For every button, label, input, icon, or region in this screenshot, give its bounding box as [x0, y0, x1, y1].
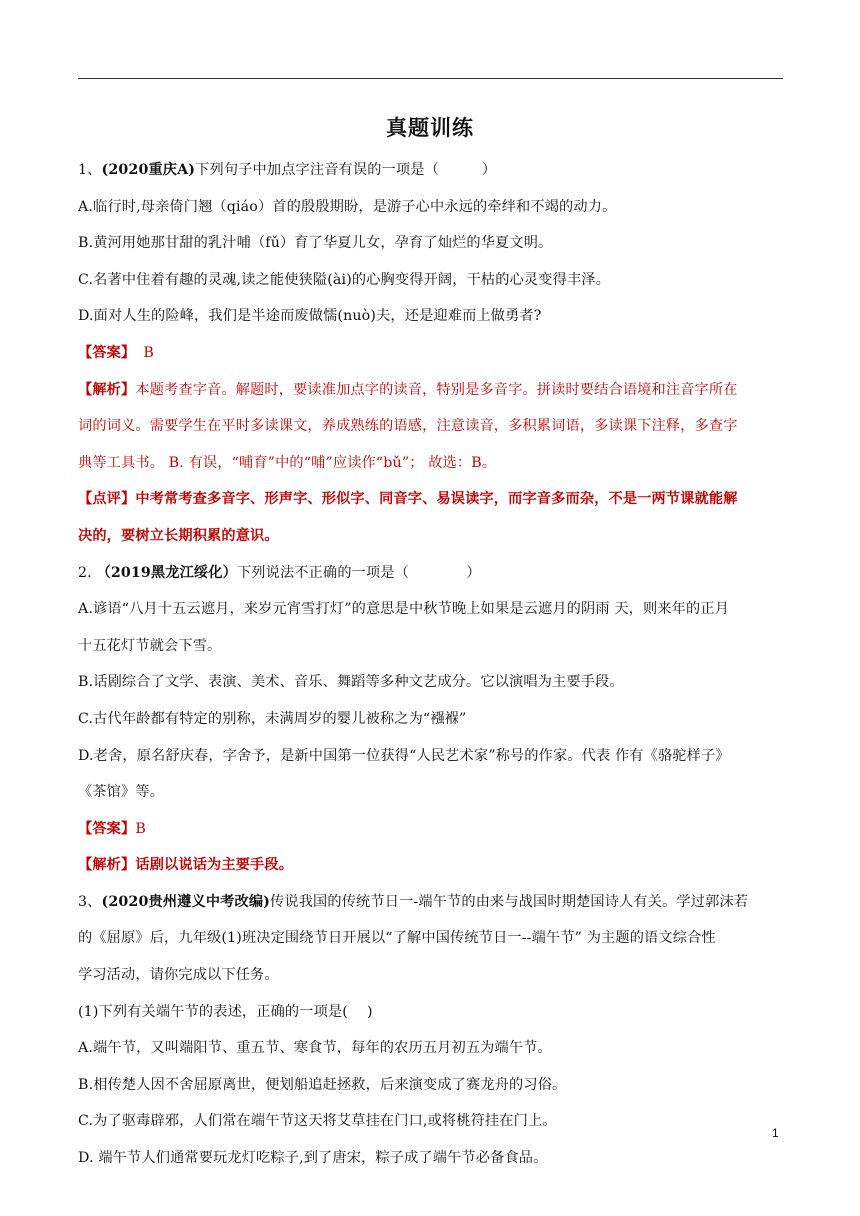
question-source: (2020贵州遵义中考改编)	[101, 893, 271, 910]
answer-label: 【答案】	[78, 820, 136, 837]
option-a: A.谚语“八月十五云遮月，来岁元宵雪打灯”的意思是中秋节晚上如果是云遮月的阴雨 天，则来年的正月	[78, 601, 730, 618]
option-d: D. 端午节人们通常要玩龙灯吃粽子,到了唐宋，粽子成了端午节必备食品。	[78, 1150, 548, 1167]
answer-line	[78, 811, 783, 848]
question-text: 下列句子中加点字注音有误的一项是（ ）	[195, 162, 497, 178]
answer-label: 【答案】	[78, 344, 136, 361]
question-text: 下列说法不正确的一项是（ ）	[236, 564, 481, 581]
question-number: 2.	[78, 564, 97, 581]
page-title: 真题训练	[386, 116, 474, 140]
option-a: A.临行时,母亲倚门翘（qiáo）首的殷殷期盼，是游子心中永远的牵绊和不竭的动力。	[78, 198, 617, 215]
option-c: C.古代年龄都有特定的别称，未满周岁的婴儿被称之为“襁褓”	[78, 710, 467, 727]
question-text: 传说我国的传统节日一-端午节的由来与战国时期楚国诗人有关。学过郭沫若	[270, 893, 749, 910]
analysis-label: 【解析】	[78, 381, 136, 398]
question-1-stem	[78, 152, 783, 189]
analysis-line	[78, 372, 783, 409]
answer-line	[78, 335, 783, 372]
option-c: C.名著中住着有趣的灵魂,读之能使狭隘(ài)的心胸变得开阔，干枯的心灵变得丰泽。	[78, 271, 610, 288]
analysis-text: 本题考查字音。解题时，要读准加点字的读音，特别是多音字。拼读时要结合语境和注音字所在	[135, 381, 738, 398]
analysis-line	[78, 847, 783, 884]
analysis-text-cont: 典等工具书。 B. 有误，“哺育”中的“哺”应读作“bǔ”； 故选：B。	[78, 454, 497, 471]
question-text-cont: 的《屈原》后，九年级(1)班决定围绕节日开展以“了解中国传统节日一--端午节” 为主题的语文综合性	[78, 930, 716, 947]
option-d: D.面对人生的险峰，我们是半途而废做懦(nuò)夫，还是迎难而上做勇者?	[78, 308, 542, 325]
option-d-cont: 《茶馆》等。	[78, 784, 165, 801]
analysis-label: 【解析】	[78, 857, 136, 874]
option-c: C.为了驱毒辟邪，人们常在端午节这天将艾草挂在门口,或将桃符挂在门上。	[78, 1113, 557, 1130]
option-a-cont: 十五花灯节就会下雪。	[78, 637, 222, 654]
option-b: B.话剧综合了文学、表演、美术、音乐、舞蹈等多种文艺成分。它以演唱为主要手段。	[78, 674, 624, 691]
document-body	[78, 152, 783, 1177]
analysis-text-cont: 词的词义。需要学生在平时多读课文，养成熟练的语感，注意读音，多积累词语，多读课下注释，多查字	[78, 418, 738, 435]
question-3-stem	[78, 884, 783, 921]
question-2-stem	[78, 555, 783, 592]
option-b: B.黄河用她那甘甜的乳汁哺（fǔ）育了华夏儿女，孕育了灿烂的华夏文明。	[78, 235, 553, 252]
page-number: 1	[772, 1126, 779, 1140]
option-a: A.端午节，又叫端阳节、重五节、寒食节，每年的农历五月初五为端午节。	[78, 1040, 552, 1057]
comment-text-cont: 决的，要树立长期积累的意识。	[78, 527, 279, 544]
answer-value: B	[135, 820, 146, 837]
answer-value: B	[143, 344, 154, 361]
analysis-text: 话剧以说话为主要手段。	[135, 857, 294, 874]
comment-text: 中考常考查多音字、形声字、形似字、同音字、易误读字，而字音多而杂，不是一两节课就能解	[135, 491, 738, 508]
option-b: B.相传楚人因不舍屈原离世，便划船追赶拯救，后来演变成了赛龙舟的习俗。	[78, 1076, 567, 1093]
question-source: (2020重庆A)	[101, 162, 196, 178]
option-d: D.老舍，原名舒庆春，字舍予，是新中国第一位获得“人民艺术家”称号的作家。代表 作有《骆驼样子》	[78, 747, 730, 764]
question-number: 1、	[78, 162, 102, 178]
question-number: 3、	[78, 893, 102, 910]
comment-label: 【点评】	[78, 491, 136, 508]
question-source: （2019黑龙江绥化）	[96, 564, 237, 581]
comment-line	[78, 481, 783, 518]
header-rule	[78, 78, 783, 79]
question-text-cont: 学习活动，请你完成以下任务。	[78, 967, 279, 984]
sub-question-1: (1)下列有关端午节的表述，正确的一项是( )	[78, 1003, 373, 1020]
